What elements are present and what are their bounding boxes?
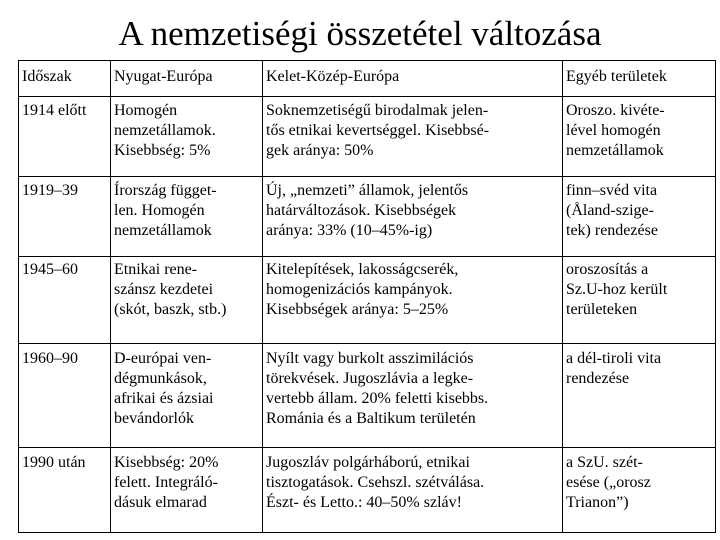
cell-line: dégmunkások,: [114, 370, 207, 387]
table-row: [19, 448, 716, 533]
cell-line: Kitelepítések, lakosságcserék,: [266, 261, 459, 278]
other-cell: [563, 257, 716, 344]
east-cell: [263, 177, 563, 257]
east-cell: [263, 257, 563, 344]
west-cell: [111, 97, 263, 177]
period-cell: 1919–39: [19, 177, 111, 257]
cell-line: felett. Integráló-: [114, 474, 218, 491]
header-east: Kelet-Közép-Európa: [263, 61, 563, 97]
cell-line: a dél-tiroli vita: [566, 350, 662, 367]
east-cell: [263, 344, 563, 448]
table-row: [19, 177, 716, 257]
cell-line: homogenizációs kampányok.: [266, 281, 453, 298]
west-cell: [111, 257, 263, 344]
cell-line: finn–svéd vita: [566, 182, 658, 199]
header-west: Nyugat-Európa: [111, 61, 263, 97]
cell-line: a SzU. szét-: [566, 454, 643, 471]
cell-line: vertebb állam. 20% feletti kisebbs.: [266, 390, 489, 407]
east-cell: [263, 448, 563, 533]
cell-line: dásuk elmarad: [114, 494, 207, 511]
cell-line: esése („orosz: [566, 474, 651, 491]
page-title: A nemzetiségi összetétel változása: [118, 14, 602, 53]
cell-line: Jugoszláv polgárháború, etnikai: [266, 454, 470, 471]
cell-line: Soknemzetiségű birodalmak jelen-: [266, 102, 489, 119]
west-cell: [111, 177, 263, 257]
header-other: Egyéb területek: [563, 61, 716, 97]
cell-line: len. Homogén: [114, 202, 205, 219]
cell-line: tek) rendezése: [566, 222, 658, 239]
cell-line: (Åland-szige-: [566, 202, 654, 219]
cell-line: Kisebbség: 5%: [114, 142, 211, 159]
west-cell: [111, 448, 263, 533]
cell-line: nemzetállamok: [114, 222, 212, 239]
cell-line: D-európai ven-: [114, 350, 212, 367]
cell-line: területeken: [566, 301, 638, 318]
nationality-table: [18, 60, 716, 533]
cell-line: Románia és a Baltikum területén: [266, 410, 476, 427]
cell-line: Kisebbség: 20%: [114, 454, 219, 471]
cell-line: Nyílt vagy burkolt asszimilációs: [266, 350, 474, 367]
period-cell: 1960–90: [19, 344, 111, 448]
period-cell: 1945–60: [19, 257, 111, 344]
cell-line: Etnikai rene-: [114, 261, 198, 278]
cell-line: Új, „nemzeti” államok, jelentős: [266, 182, 469, 199]
header-period: Időszak: [19, 61, 111, 97]
other-cell: [563, 177, 716, 257]
table-row: [19, 97, 716, 177]
cell-line: afrikai és ázsiai: [114, 390, 214, 407]
table-row: [19, 257, 716, 344]
west-cell: [111, 344, 263, 448]
cell-line: szánsz kezdetei: [114, 281, 214, 298]
table-row: [19, 344, 716, 448]
cell-line: Oroszo. kivéte-: [566, 102, 665, 119]
other-cell: [563, 97, 716, 177]
other-cell: [563, 448, 716, 533]
cell-line: (skót, baszk, stb.): [114, 301, 227, 318]
cell-line: oroszosítás a: [566, 261, 649, 278]
period-cell: 1914 előtt: [19, 97, 111, 177]
cell-line: törekvések. Jugoszlávia a legke-: [266, 370, 474, 387]
cell-line: Kisebbségek aránya: 5–25%: [266, 301, 449, 318]
cell-line: lével homogén: [566, 122, 661, 139]
cell-line: nemzetállamok.: [114, 122, 216, 139]
cell-line: tős etnikai kevertséggel. Kisebbsé-: [266, 122, 490, 139]
other-cell: [563, 344, 716, 448]
east-cell: [263, 97, 563, 177]
cell-line: nemzetállamok: [566, 142, 664, 159]
cell-line: tisztogatások. Csehszl. szétválása.: [266, 474, 485, 491]
cell-line: Sz.U-hoz került: [566, 281, 668, 298]
table-header-row: [19, 61, 716, 97]
period-cell: 1990 után: [19, 448, 111, 533]
cell-line: gek aránya: 50%: [266, 142, 374, 159]
cell-line: bevándorlók: [114, 410, 194, 427]
cell-line: Homogén: [114, 102, 178, 119]
cell-line: határváltozások. Kisebbségek: [266, 202, 457, 219]
cell-line: Trianon”): [566, 494, 629, 511]
cell-line: rendezése: [566, 370, 630, 387]
cell-line: Írország függet-: [114, 182, 217, 199]
cell-line: aránya: 33% (10–45%-ig): [266, 222, 433, 239]
cell-line: Észt- és Letto.: 40–50% szláv!: [266, 494, 462, 511]
